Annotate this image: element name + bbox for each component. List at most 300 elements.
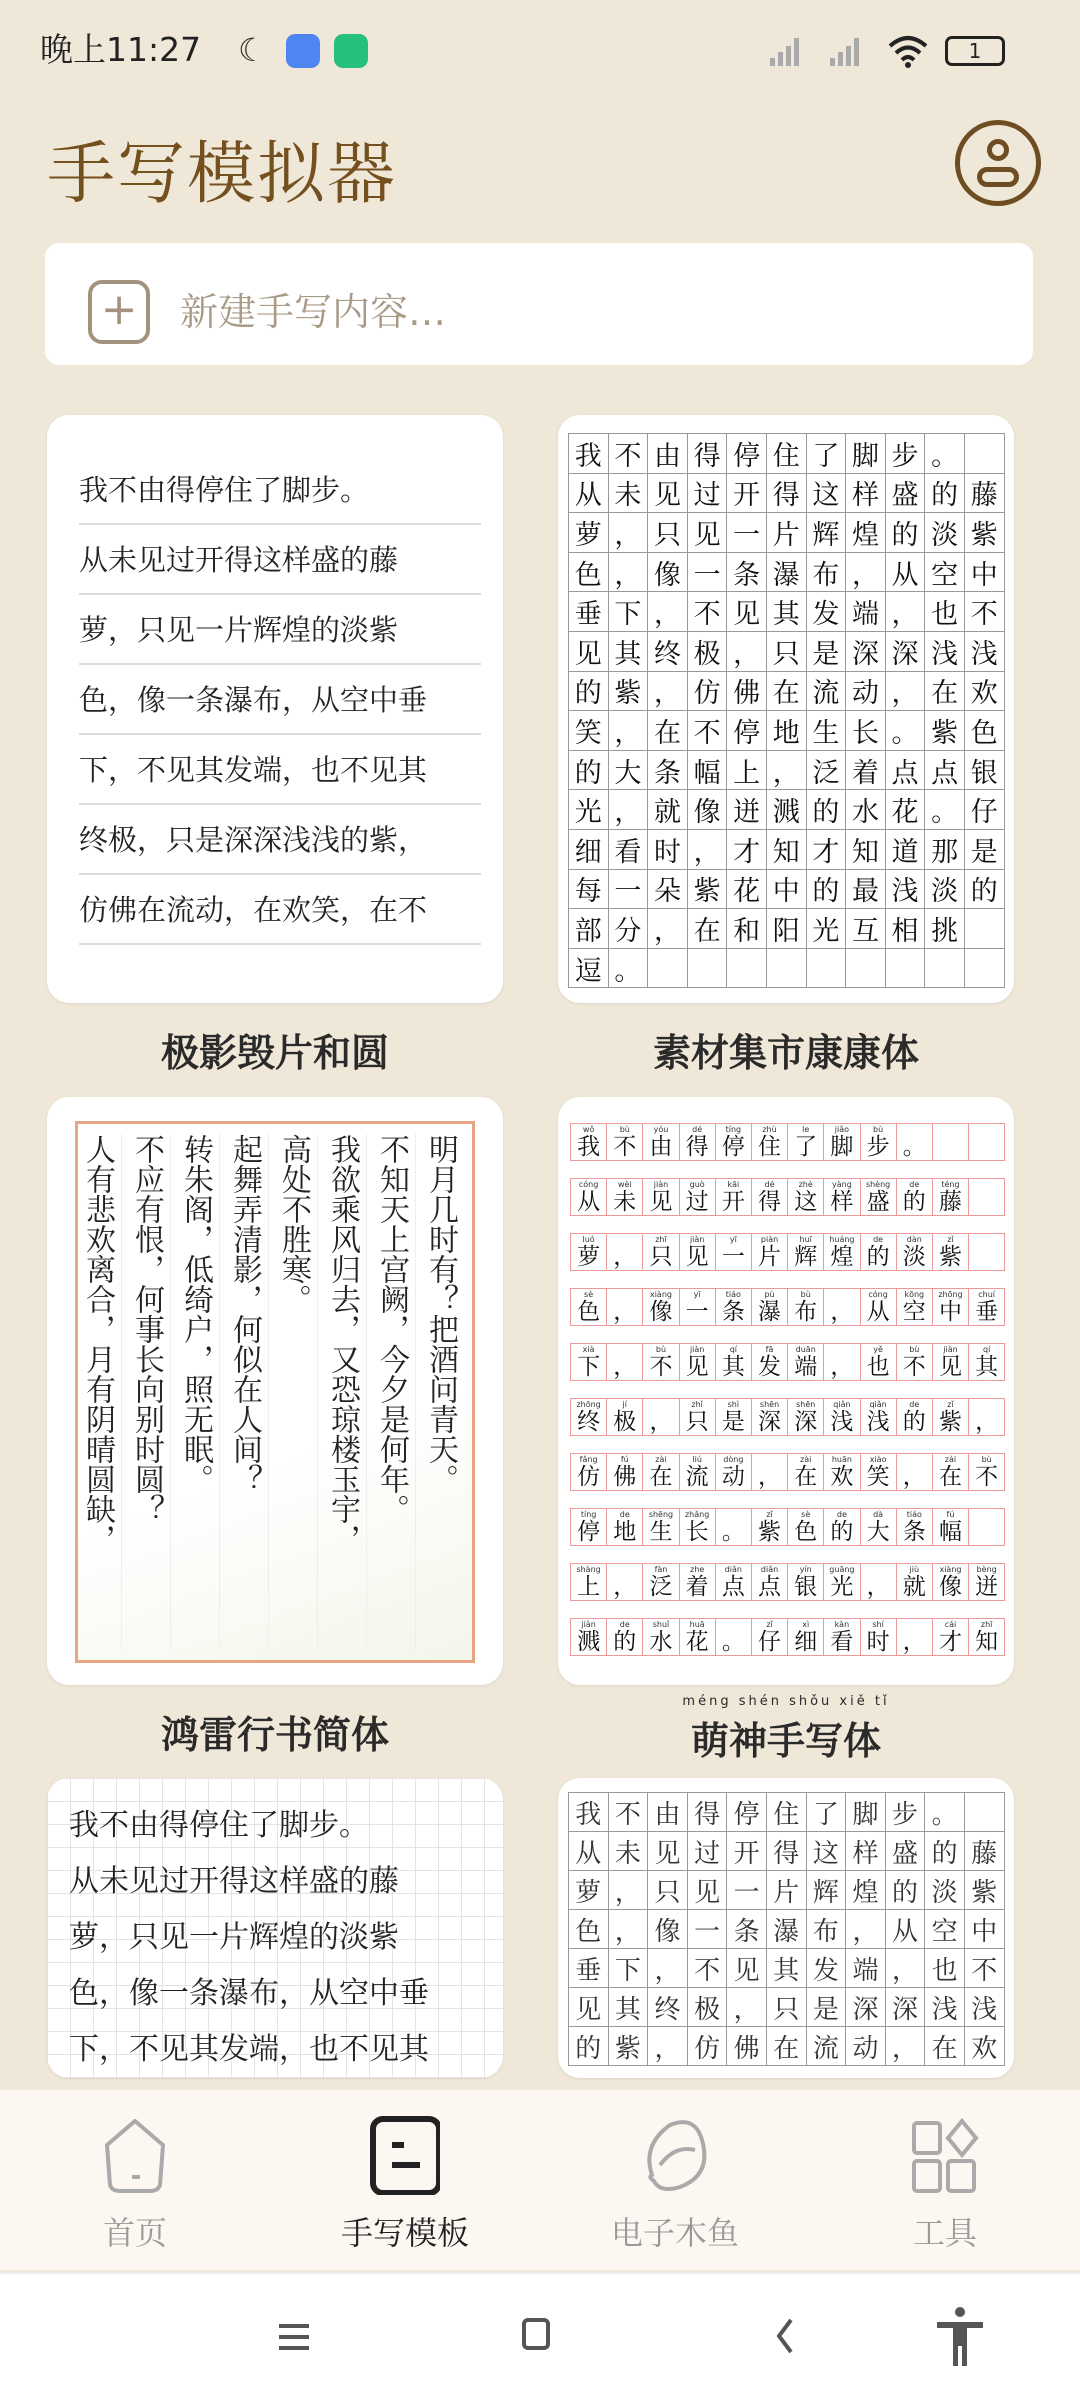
wooden-fish-icon — [640, 2115, 710, 2195]
grid-cell: 辉 — [807, 1871, 847, 1910]
pinyin-cell — [969, 1344, 1005, 1381]
pinyin-cell — [643, 1509, 679, 1546]
pinyin: shuǐ — [652, 1620, 670, 1629]
pinyin-cell — [752, 1564, 788, 1601]
pinyin: le — [802, 1125, 810, 1134]
character: 紫 — [938, 1244, 962, 1270]
pinyin-cell — [861, 1289, 897, 1326]
text-line: 我不由得停住了脚步。 — [79, 455, 481, 525]
grid-cell: 停 — [727, 711, 767, 751]
pinyin-cell — [752, 1289, 788, 1326]
grid-cell: 了 — [807, 434, 847, 474]
pinyin-cell — [752, 1454, 788, 1491]
character: 垂 — [975, 1299, 999, 1325]
grid-cell: 只 — [648, 513, 688, 553]
grid-cell — [965, 949, 1005, 989]
pinyin: téng — [941, 1180, 960, 1189]
character: 一 — [685, 1299, 709, 1325]
grid-cell: 在 — [925, 2027, 965, 2066]
home-button-icon[interactable] — [522, 2318, 550, 2350]
grid-cell: ， — [648, 592, 688, 632]
grid-cell: 盛 — [886, 474, 926, 514]
grid-cell: 一 — [727, 1871, 767, 1910]
grid-cell: 的 — [886, 513, 926, 553]
pinyin-cell — [824, 1619, 860, 1656]
grid-cell: 银 — [965, 751, 1005, 791]
template-card-gridpaper[interactable] — [47, 1778, 503, 2078]
character: 煌 — [830, 1244, 854, 1270]
grid-cell: ， — [727, 632, 767, 672]
pinyin-cell — [680, 1124, 716, 1161]
character-grid — [568, 1792, 1005, 2066]
grid-cell: 煌 — [846, 513, 886, 553]
status-bar — [0, 0, 1080, 90]
pinyin: sè — [801, 1510, 811, 1519]
pinyin-row — [570, 1288, 1005, 1326]
character: 是 — [721, 1409, 745, 1435]
grid-cell: 紫 — [609, 672, 649, 712]
pinyin: zǐ — [947, 1400, 954, 1409]
grid-cell: 淡 — [925, 1871, 965, 1910]
grid-cell: 就 — [648, 790, 688, 830]
grid-cell: 阳 — [767, 909, 807, 949]
character: 仿 — [577, 1464, 601, 1490]
poem-column: 人有悲欢离合，月有阴晴圆缺， — [75, 1134, 121, 1649]
pinyin-cell — [897, 1344, 933, 1381]
battery-icon: 1 — [945, 36, 1005, 66]
pinyin: qiǎn — [833, 1400, 851, 1409]
pinyin: bù — [909, 1345, 920, 1354]
pinyin-cell — [969, 1234, 1005, 1271]
grid-cell: 不 — [609, 434, 649, 474]
pinyin-row — [570, 1233, 1005, 1271]
pinyin-cell — [933, 1179, 969, 1216]
grid-cell: 发 — [807, 1949, 847, 1988]
grid-cell: ， — [609, 790, 649, 830]
grid-cell: 瀑 — [767, 553, 807, 593]
poem-column: 不知天上宫阙，今夕是何年。 — [366, 1134, 415, 1649]
grid-cell: 瀑 — [767, 1910, 807, 1949]
text-line: 色，像一条瀑布，从空中垂 — [69, 1976, 429, 2011]
template-label: 素材集市康康体 — [652, 1031, 919, 1075]
pinyin-cell — [969, 1289, 1005, 1326]
grid-cell: 。 — [925, 790, 965, 830]
template-card-kangkang[interactable] — [558, 415, 1014, 1003]
grid-cell — [965, 434, 1005, 474]
grid-cell: 才 — [727, 830, 767, 870]
grid-cell: 不 — [965, 592, 1005, 632]
pinyin-cell — [933, 1454, 969, 1491]
status-time: 晚上11:27 — [40, 30, 202, 69]
character: 浅 — [866, 1409, 890, 1435]
grid-cell: 藤 — [965, 474, 1005, 514]
grid-cell: 停 — [727, 434, 767, 474]
character: 花 — [685, 1629, 709, 1655]
character: 点 — [758, 1574, 782, 1600]
pinyin: shàng — [576, 1565, 601, 1574]
grid-cell: 从 — [886, 1910, 926, 1949]
grid-cell: 极 — [688, 632, 728, 672]
grid-cell: 笑 — [569, 711, 609, 751]
grid-cell: 开 — [727, 1832, 767, 1871]
pinyin-cell — [571, 1289, 607, 1326]
pinyin-cell — [861, 1234, 897, 1271]
grid-cell: 仔 — [965, 790, 1005, 830]
pinyin-cell — [571, 1179, 607, 1216]
grid-cell: 不 — [609, 1793, 649, 1832]
grid-cell: 浅 — [886, 870, 926, 910]
character: 空 — [902, 1299, 926, 1325]
grid-cell: 那 — [925, 830, 965, 870]
template-card-jiying[interactable] — [47, 415, 503, 1003]
nav-tools[interactable] — [810, 2090, 1080, 2270]
pinyin-cell — [716, 1619, 752, 1656]
pinyin: fú — [946, 1510, 955, 1519]
pinyin-cell — [643, 1289, 679, 1326]
nav-home[interactable] — [0, 2090, 270, 2270]
grid-cell: 见 — [648, 1832, 688, 1871]
grid-cell: 得 — [688, 434, 728, 474]
pinyin-cell — [788, 1564, 824, 1601]
user-icon — [987, 139, 1009, 161]
pinyin: shí — [872, 1620, 884, 1629]
character: 紫 — [758, 1519, 782, 1545]
pinyin: shì — [727, 1400, 740, 1409]
grid-cell: ， — [609, 711, 649, 751]
character: 的 — [613, 1629, 637, 1655]
pinyin-cell — [680, 1454, 716, 1491]
grid-cell: 得 — [767, 474, 807, 514]
grid-cell: 住 — [767, 1793, 807, 1832]
pinyin-cell — [680, 1564, 716, 1601]
pinyin: chuí — [978, 1290, 996, 1299]
page-title: 手写模拟器 — [47, 135, 398, 214]
pinyin-cell — [933, 1564, 969, 1601]
grid-cell: 。 — [925, 1793, 965, 1832]
grid-cell: 空 — [925, 1910, 965, 1949]
pinyin: huā — [689, 1620, 705, 1629]
pinyin-cell — [571, 1619, 607, 1656]
pinyin-cell — [897, 1124, 933, 1161]
grid-cell: 一 — [688, 553, 728, 593]
grid-cell: 停 — [727, 1793, 767, 1832]
character: ， — [975, 1409, 999, 1435]
character: 的 — [902, 1189, 926, 1215]
character: 过 — [685, 1189, 709, 1215]
grid-cell: 生 — [807, 711, 847, 751]
grid-cell: 点 — [886, 751, 926, 791]
grid-cell: 见 — [727, 1949, 767, 1988]
grid-cell: 在 — [767, 672, 807, 712]
character: 看 — [830, 1629, 854, 1655]
grid-cell: 欢 — [965, 2027, 1005, 2066]
character: ， — [613, 1354, 637, 1380]
grid-cell: 浅 — [965, 1988, 1005, 2027]
accessibility-icon[interactable] — [935, 2306, 985, 2368]
pinyin-cell — [571, 1564, 607, 1601]
grid-cell: 不 — [688, 592, 728, 632]
menu-icon[interactable] — [277, 2322, 311, 2352]
pinyin: zài — [944, 1455, 957, 1464]
character: 得 — [685, 1134, 709, 1160]
grid-cell: 得 — [767, 1832, 807, 1871]
grid-cell: 在 — [767, 2027, 807, 2066]
pinyin: bù — [800, 1290, 811, 1299]
pinyin-cell — [824, 1564, 860, 1601]
pinyin-cell — [643, 1454, 679, 1491]
character: 其 — [721, 1354, 745, 1380]
pinyin: jí — [622, 1400, 627, 1409]
pinyin: zǐ — [766, 1510, 773, 1519]
grid-cell: ， — [846, 553, 886, 593]
pinyin-row — [570, 1398, 1005, 1436]
grid-cell: 下 — [609, 592, 649, 632]
grid-cell: 迸 — [727, 790, 767, 830]
grid-cell: 发 — [807, 592, 847, 632]
poem-column: 我欲乘风归去，又恐琼楼玉宇， — [317, 1134, 366, 1649]
pinyin-cell — [969, 1564, 1005, 1601]
grid-cell: 和 — [727, 909, 767, 949]
grid-cell — [965, 1793, 1005, 1832]
profile-button[interactable] — [955, 120, 1041, 206]
pinyin-cell — [643, 1619, 679, 1656]
pinyin-cell — [824, 1454, 860, 1491]
grid-cell: 浅 — [925, 1988, 965, 2027]
pinyin: zhī — [980, 1620, 993, 1629]
poem-text — [75, 1134, 464, 1649]
character: 流 — [685, 1464, 709, 1490]
pinyin: jiàn — [689, 1345, 705, 1354]
text-line: 仿佛在流动，在欢笑，在不 — [79, 875, 481, 945]
template-card-honglei[interactable] — [47, 1097, 503, 1685]
pinyin: jiǎo — [834, 1125, 850, 1134]
pinyin: tiáo — [906, 1510, 922, 1519]
character: 不 — [902, 1354, 926, 1380]
back-icon[interactable] — [775, 2318, 795, 2354]
grid-cell: ， — [648, 672, 688, 712]
grid-cell: ， — [846, 1910, 886, 1949]
grid-cell: 垂 — [569, 592, 609, 632]
grid-cell: 看 — [609, 830, 649, 870]
pinyin: zhè — [798, 1180, 813, 1189]
pinyin: cóng — [578, 1180, 599, 1189]
signal-icon-2 — [830, 38, 870, 66]
pinyin-cell — [897, 1289, 933, 1326]
grid-cell: 在 — [648, 711, 688, 751]
grid-cell: 见 — [569, 632, 609, 672]
character: 色 — [577, 1299, 601, 1325]
pinyin-cell — [680, 1179, 716, 1216]
text-line: 从未见过开得这样盛的藤 — [79, 525, 481, 595]
text-line: 萝，只见一片辉煌的淡紫 — [79, 595, 481, 665]
grid-cell: 极 — [688, 1988, 728, 2027]
grid-cell: 下 — [609, 1949, 649, 1988]
grid-cell: 只 — [648, 1871, 688, 1910]
character: 生 — [649, 1519, 673, 1545]
grid-cell: 我 — [569, 1793, 609, 1832]
pinyin: qí — [729, 1345, 737, 1354]
character: 欢 — [830, 1464, 854, 1490]
grid-cell: 步 — [886, 1793, 926, 1832]
pinyin-cell — [861, 1619, 897, 1656]
character: 深 — [758, 1409, 782, 1435]
grid-cell: 部 — [569, 909, 609, 949]
character: 瀑 — [758, 1299, 782, 1325]
character: 。 — [721, 1629, 745, 1655]
home-icon — [100, 2115, 170, 2195]
text-line: 下，不见其发端，也不见其 — [69, 2032, 429, 2067]
grid-cell: 。 — [609, 949, 649, 989]
grid-cell: 欢 — [965, 672, 1005, 712]
pinyin-cell — [571, 1509, 607, 1546]
grid-cell: 朵 — [648, 870, 688, 910]
character: 浅 — [830, 1409, 854, 1435]
grid-cell: 的 — [925, 1832, 965, 1871]
character: 佛 — [613, 1464, 637, 1490]
pinyin-cell — [607, 1344, 643, 1381]
character: 。 — [721, 1519, 745, 1545]
grid-cell: 其 — [609, 1988, 649, 2027]
pinyin-cell — [897, 1509, 933, 1546]
pinyin: bù — [619, 1125, 630, 1134]
pinyin-cell — [933, 1234, 969, 1271]
grid-cell: 条 — [727, 1910, 767, 1949]
pinyin: huān — [831, 1455, 852, 1464]
grid-cell: 深 — [886, 1988, 926, 2027]
grid-cell: 脚 — [846, 434, 886, 474]
grid-cell: ， — [767, 751, 807, 791]
pinyin: yě — [873, 1345, 883, 1354]
poem-column: 起舞弄清影，何似在人间？ — [219, 1134, 268, 1649]
grid-cell: 未 — [609, 474, 649, 514]
pinyin-cell — [861, 1179, 897, 1216]
character: 下 — [577, 1354, 601, 1380]
pinyin-cell — [861, 1344, 897, 1381]
pinyin: de — [619, 1510, 630, 1519]
pinyin: jiàn — [943, 1345, 958, 1354]
pinyin-cell — [752, 1179, 788, 1216]
grid-cell: 的 — [569, 672, 609, 712]
grid-cell: 见 — [569, 1988, 609, 2027]
grid-cell — [807, 949, 847, 989]
pinyin-cell — [824, 1509, 860, 1546]
grid-cell: 是 — [807, 1988, 847, 2027]
template-card-handwriting[interactable] — [558, 1778, 1014, 2078]
pinyin-cell — [788, 1234, 824, 1271]
pinyin: bù — [655, 1345, 667, 1354]
pinyin: fǎng — [579, 1455, 598, 1464]
character: 不 — [613, 1134, 637, 1160]
pinyin: pù — [764, 1290, 775, 1299]
text-line: 下，不见其发端，也不见其 — [79, 735, 481, 805]
character: ， — [902, 1464, 926, 1490]
character: 未 — [613, 1189, 637, 1215]
character: 不 — [649, 1354, 673, 1380]
nav-label: 首页 — [102, 2214, 167, 2252]
pinyin: zài — [655, 1455, 667, 1464]
grid-cell — [925, 949, 965, 989]
grid-cell: 淡 — [925, 870, 965, 910]
pinyin: tíng — [580, 1510, 597, 1519]
pinyin-cell — [824, 1399, 860, 1436]
character: 了 — [794, 1134, 818, 1160]
moon-icon: ☾ — [238, 31, 267, 69]
pinyin-cell — [824, 1124, 860, 1161]
character: ， — [758, 1464, 782, 1490]
grid-cell: 见 — [727, 592, 767, 632]
grid-cell: ， — [688, 830, 728, 870]
grid-cell: 流 — [807, 672, 847, 712]
grid-cell: 紫 — [609, 2027, 649, 2066]
pinyin-row — [570, 1123, 1005, 1161]
grid-cell: 的 — [569, 751, 609, 791]
character: ， — [830, 1299, 854, 1325]
character: 像 — [649, 1299, 673, 1325]
grid-cell: 。 — [925, 434, 965, 474]
pinyin-cell — [607, 1454, 643, 1491]
pinyin: sè — [584, 1290, 594, 1299]
grid-cell: 步 — [886, 434, 926, 474]
nav-templates[interactable] — [270, 2090, 540, 2270]
pinyin-cell — [933, 1399, 969, 1436]
new-handwriting-input[interactable] — [45, 243, 1033, 365]
grid-cell — [965, 909, 1005, 949]
pinyin: luó — [582, 1235, 595, 1244]
pinyin-cell — [716, 1454, 752, 1491]
pinyin-cell — [607, 1509, 643, 1546]
template-label: 极影毁片和圆 — [160, 1031, 389, 1075]
grid-cell: 幅 — [688, 751, 728, 791]
pinyin: qí — [983, 1345, 991, 1354]
pinyin: zhe — [690, 1565, 705, 1574]
pinyin: liú — [692, 1455, 702, 1464]
plus-icon: + — [88, 280, 150, 344]
character: 在 — [938, 1464, 962, 1490]
pinyin-cell — [643, 1124, 679, 1161]
nav-wooden-fish[interactable] — [540, 2090, 810, 2270]
nav-label: 工具 — [912, 2214, 977, 2252]
pinyin: zǐ — [766, 1620, 773, 1629]
pinyin: bù — [981, 1455, 992, 1464]
pinyin: shēn — [759, 1400, 780, 1409]
character: 幅 — [938, 1519, 962, 1545]
grid-cell — [846, 949, 886, 989]
pinyin-cell — [788, 1619, 824, 1656]
app-notification-icon — [286, 34, 320, 68]
grid-cell: 样 — [846, 474, 886, 514]
pinyin: xiàng — [649, 1290, 672, 1299]
grid-cell: ， — [886, 1949, 926, 1988]
grid-cell: 深 — [846, 1988, 886, 2027]
pinyin-cell — [897, 1454, 933, 1491]
pinyin-cell — [933, 1289, 969, 1326]
character: ， — [613, 1299, 637, 1325]
pinyin-cell — [643, 1564, 679, 1601]
pinyin-cell — [716, 1399, 752, 1436]
pinyin-cell — [716, 1509, 752, 1546]
character: 水 — [649, 1629, 673, 1655]
grid-cell: 是 — [965, 830, 1005, 870]
template-card-mengshen[interactable] — [558, 1097, 1014, 1685]
pinyin-cell — [571, 1454, 607, 1491]
character: 上 — [577, 1574, 601, 1600]
character: 不 — [975, 1464, 999, 1490]
pinyin-row — [570, 1343, 1005, 1381]
pinyin-cell — [607, 1564, 643, 1601]
grid-cell: 由 — [648, 1793, 688, 1832]
character: 只 — [649, 1244, 673, 1270]
grid-cell: 其 — [767, 592, 807, 632]
